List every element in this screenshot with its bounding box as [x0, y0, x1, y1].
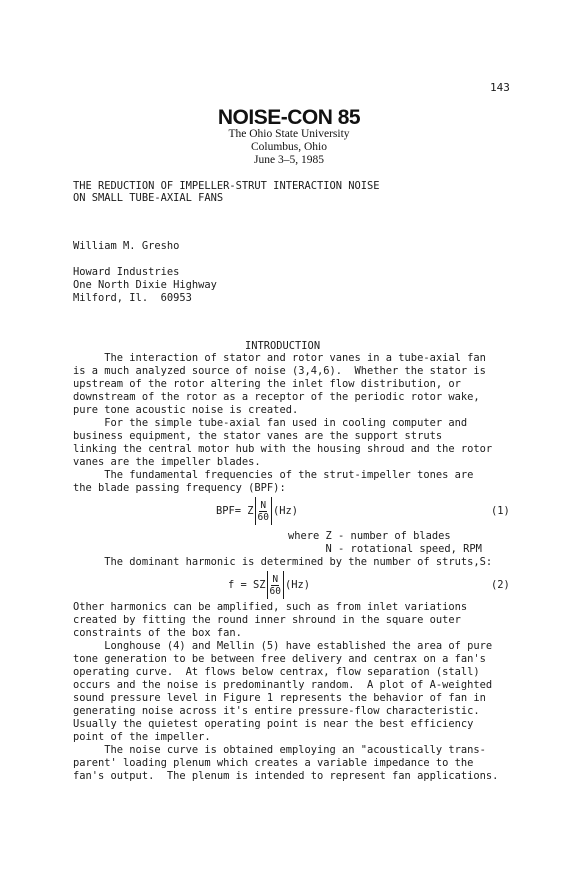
body-line: business equipment, the stator vanes are the support struts [73, 430, 443, 442]
body-line: The noise curve is obtained employing an "acoustically trans- [73, 744, 486, 756]
equation-bpf [216, 497, 298, 525]
body-line: Other harmonics can be amplified, such as from inlet variations [73, 601, 468, 613]
fraction-numerator: N [272, 573, 279, 585]
body-line: occurs and the noise is predominantly random. A plot of A-weighted [73, 679, 493, 691]
equation-lhs: f = SZ [228, 579, 266, 591]
page-number: 143 [490, 81, 510, 94]
equation-number-1: (1) [491, 505, 510, 517]
body-line: The interaction of stator and rotor vanes in a tube-axial fan [73, 352, 486, 364]
fraction [258, 500, 269, 523]
equation-lhs: BPF= Z [216, 505, 254, 517]
where-line-1: where Z - number of blades [288, 530, 451, 542]
body-line: parent' loading plenum which creates a variable impedance to the [73, 757, 474, 769]
equation-unit: (Hz) [285, 579, 311, 591]
body-line: the blade passing frequency (BPF): [73, 482, 286, 494]
fraction [270, 574, 281, 597]
body-line: upstream of the rotor altering the inlet flow distribution, or [73, 378, 461, 390]
affiliation-line-3: Milford, Il. 60953 [73, 292, 192, 304]
body-line: generating noise across it's entire pressure-flow characteristic. [73, 705, 480, 717]
fraction-denominator: 60 [269, 585, 281, 597]
body-line: vanes are the impeller blades. [73, 456, 261, 468]
body-line: linking the central motor hub with the housing shroud and the rotor [73, 443, 493, 455]
body-line: Usually the quietest operating point is near the best efficiency [73, 718, 474, 730]
dominant-harmonic-line: The dominant harmonic is determined by the number of struts,S: [73, 556, 493, 568]
body-line: For the simple tube-axial fan used in cooling computer and [73, 417, 468, 429]
body-line: downstream of the rotor as a receptor of the periodic rotor wake, [73, 391, 480, 403]
body-line: sound pressure level in Figure 1 represents the behavior of fan in [73, 692, 486, 704]
fraction-bracket [267, 571, 284, 599]
body-line: tone generation to be between free delivery and centrax on a fan's [73, 653, 486, 665]
equation-unit: (Hz) [273, 505, 299, 517]
body-line: operating curve. At flows below centrax, flow separation (stall) [73, 666, 480, 678]
conference-location: Columbus, Ohio [250, 141, 328, 153]
fraction-bracket [255, 497, 272, 525]
body-line: is a much analyzed source of noise (3,4,6). Whether the stator is [73, 365, 486, 377]
paper-title-line-1: THE REDUCTION OF IMPELLER-STRUT INTERACTION NOISE [73, 180, 380, 192]
equation-number-2: (2) [491, 579, 510, 591]
section-heading: INTRODUCTION [245, 340, 321, 352]
where-line-2: N - rotational speed, RPM [288, 543, 482, 555]
fraction-denominator: 60 [257, 511, 269, 523]
body-line: constraints of the box fan. [73, 627, 242, 639]
affiliation-line-1: Howard Industries [73, 266, 180, 278]
conference-university: The Ohio State University [228, 128, 350, 140]
body-line: fan's output. The plenum is intended to represent fan applications. [73, 770, 499, 782]
paper-title-line-2: ON SMALL TUBE-AXIAL FANS [73, 192, 224, 204]
conference-dates: June 3–5, 1985 [254, 154, 324, 166]
conference-title: NOISE-CON 85 [217, 106, 361, 129]
body-line: pure tone acoustic noise is created. [73, 404, 299, 416]
body-line: The fundamental frequencies of the strut-impeller tones are [73, 469, 474, 481]
body-line: Longhouse (4) and Mellin (5) have established the area of pure [73, 640, 493, 652]
fraction-numerator: N [260, 499, 267, 511]
author-name: William M. Gresho [73, 240, 180, 252]
body-line: point of the impeller. [73, 731, 211, 743]
equation-harmonic [228, 571, 310, 599]
body-line: created by fitting the round inner shround in the square outer [73, 614, 461, 626]
affiliation-line-2: One North Dixie Highway [73, 279, 217, 291]
